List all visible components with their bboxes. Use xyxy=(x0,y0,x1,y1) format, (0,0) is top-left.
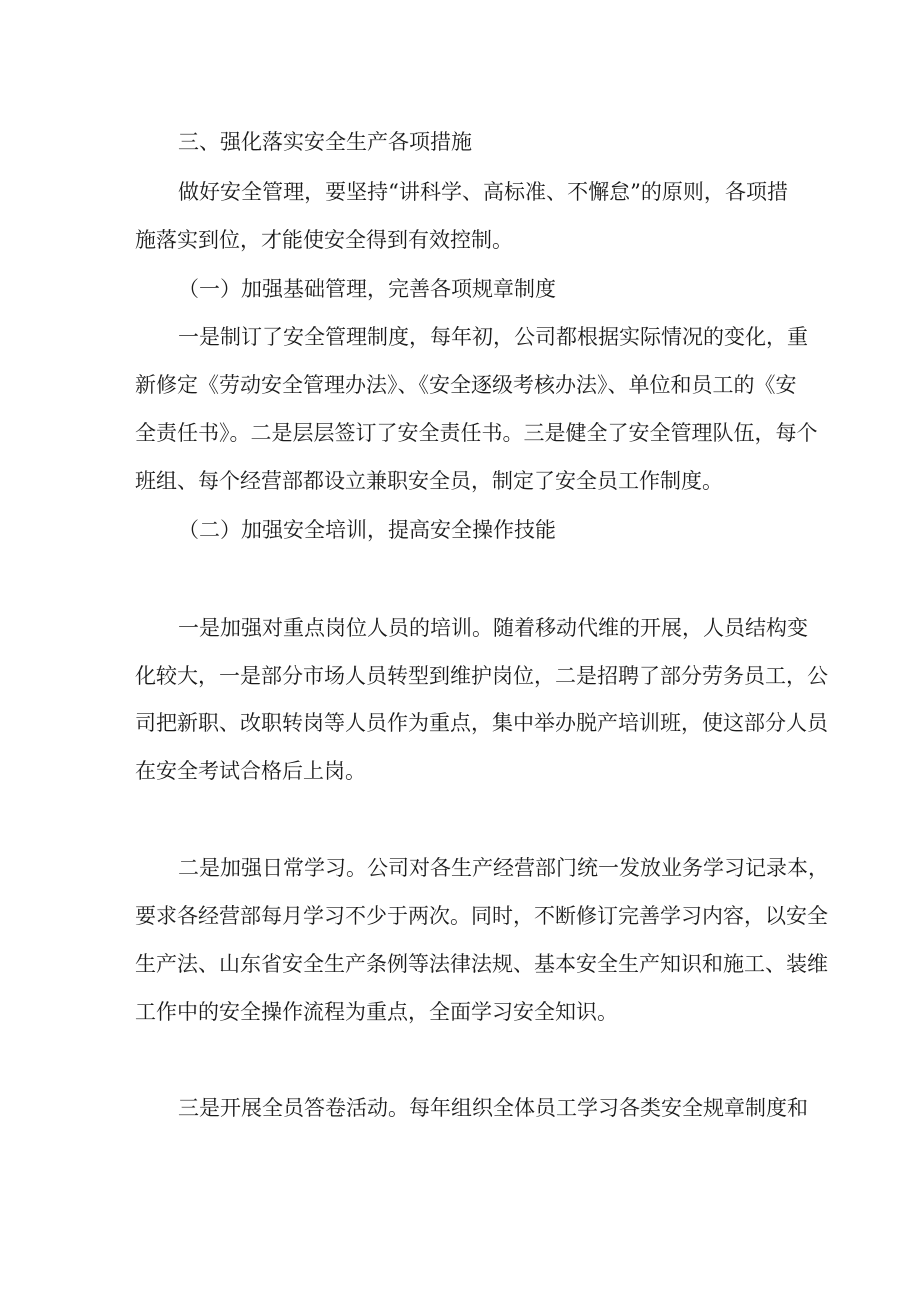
paragraph-3-line-1: 二是加强日常学习。公司对各生产经营部门统一发放业务学习记录本， xyxy=(178,856,829,880)
paragraph-1-line-2: 新修定《劳动安全管理办法》、《安全逐级考核办法》、单位和员工的《安 xyxy=(135,373,797,397)
intro-line-1: 做好安全管理，要坚持“讲科学、高标准、不懈怠”的原则，各项措 xyxy=(178,180,788,204)
subsection-title-1: （一）加强基础管理，完善各项规章制度 xyxy=(178,277,556,301)
paragraph-4-line-1: 三是开展全员答卷活动。每年组织全体员工学习各类安全规章制度和 xyxy=(178,1096,808,1120)
paragraph-3-line-2: 要求各经营部每月学习不少于两次。同时，不断修订完善学习内容，以安全 xyxy=(135,904,828,928)
paragraph-1-line-1: 一是制订了安全管理制度，每年初，公司都根据实际情况的变化，重 xyxy=(178,325,808,349)
subsection-title-2: （二）加强安全培训，提高安全操作技能 xyxy=(178,518,556,542)
paragraph-3-line-3: 生产法、山东省安全生产条例等法律法规、基本安全生产知识和施工、装维 xyxy=(135,952,828,976)
paragraph-2-line-1: 一是加强对重点岗位人员的培训。随着移动代维的开展，人员结构变 xyxy=(178,616,808,640)
paragraph-1-line-3: 全责任书》。二是层层签订了安全责任书。三是健全了安全管理队伍，每个 xyxy=(135,421,818,445)
paragraph-3-line-4: 工作中的安全操作流程为重点，全面学习安全知识。 xyxy=(135,1000,618,1024)
section-heading: 三、强化落实安全生产各项措施 xyxy=(178,130,472,154)
paragraph-2-line-2: 化较大，一是部分市场人员转型到维护岗位，二是招聘了部分劳务员工，公 xyxy=(135,664,828,688)
paragraph-2-line-4: 在安全考试合格后上岗。 xyxy=(135,759,366,783)
paragraph-2-line-3: 司把新职、改职转岗等人员作为重点，集中举办脱产培训班，使这部分人员 xyxy=(135,711,828,735)
intro-line-2: 施落实到位，才能使安全得到有效控制。 xyxy=(135,228,513,252)
paragraph-1-line-4: 班组、每个经营部都设立兼职安全员，制定了安全员工作制度。 xyxy=(135,469,723,493)
